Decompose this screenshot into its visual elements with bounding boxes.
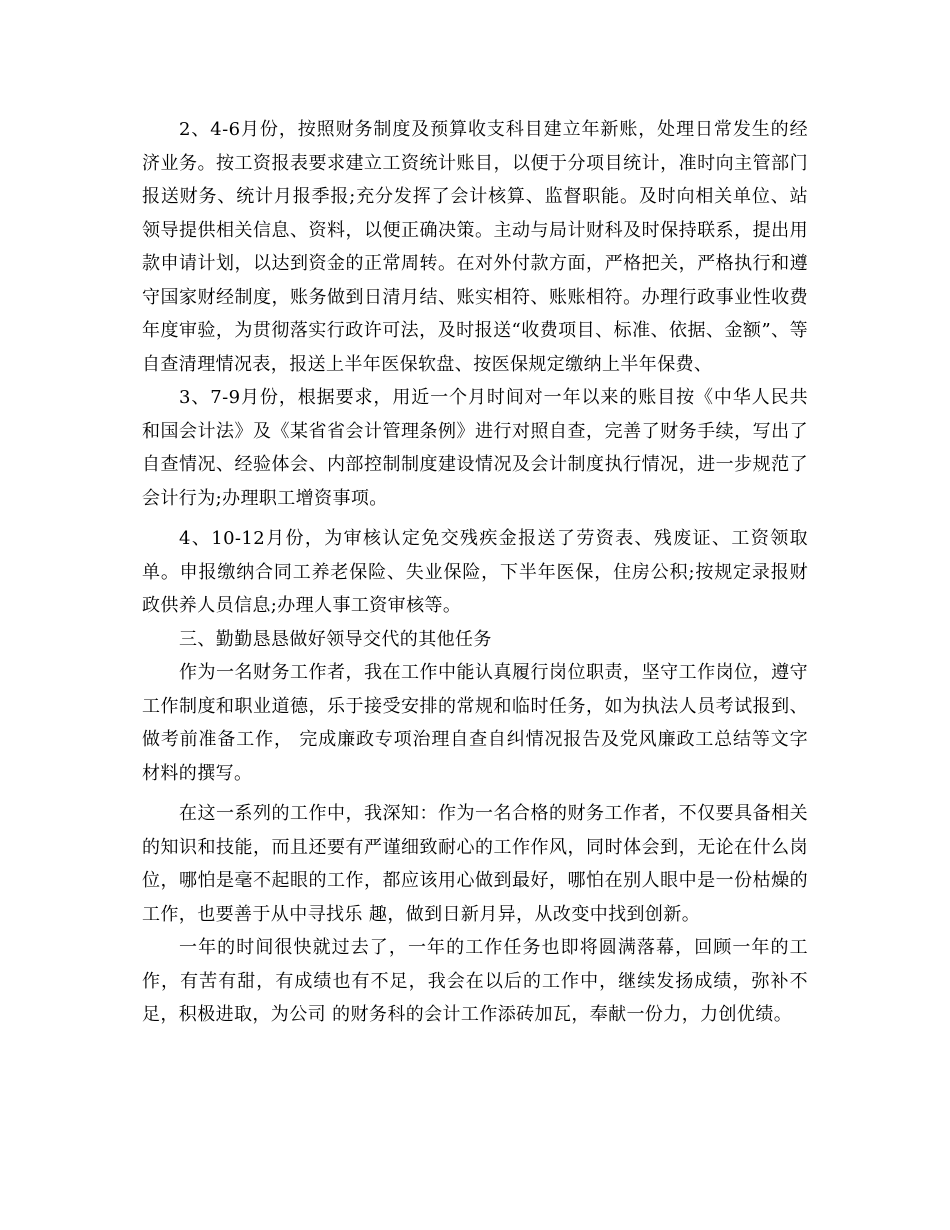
paragraph-reflection: 在这一系列的工作中，我深知：作为一名合格的财务工作者，不仅要具备相关的知识和技能，而且还要有严谨细致耐心的工作作风，同时体会到，无论在什么岗位，哪怕是毫不起眼的工作，都应该用心做到最好，哪怕在别人眼中是一份枯燥的工作，也要善于从中寻找乐 趣，做到日新月异，从改变中找到创新。 [142, 803, 808, 925]
section-heading-other-tasks: 三、勤勤恳恳做好领导交代的其他任务 [179, 628, 492, 650]
paragraph-q3-audit: 3、7-9月份，根据要求，用近一个月时间对一年以来的账目按《中华人民共和国会计法》及《某省省会计管理条例》进行对照自查，完善了财务手续，写出了自查情况、经验体会、内部控制制度建设情况及会计制度执行情况，进一步规范了会计行为;办理职工增资事项。 [142, 387, 808, 509]
paragraph-conclusion: 一年的时间很快就过去了，一年的工作任务也即将圆满落幕，回顾一年的工作，有苦有甜，有成绩也有不足，我会在以后的工作中，继续发扬成绩，弥补不足，积极进取，为公司 的财务科的会计工作添砖加瓦，奉献一份力，力创优绩。 [142, 937, 808, 1025]
paragraph-q2-finance: 2、4-6月份，按照财务制度及预算收支科目建立年新账，处理日常发生的经济业务。按工资报表要求建立工资统计账目，以便于分项目统计，准时向主管部门报送财务、统计月报季报;充分发挥了会计核算、监督职能。及时向相关单位、站领导提供相关信息、资料，以便正确决策。主动与局计财科及时保持联系，提出用款申请计划，以达到资金的正常周转。在对外付款方面，严格把关，严格执行和遵守国家财经制度，账务做到日清月结、账实相符、账账相符。办理行政事业性收费年度审验，为贯彻落实行政许可法，及时报送“收费项目、标准、依据、金额”、等自查清理情况表，报送上半年医保软盘、按医保规定缴纳上半年保费、 [142, 119, 808, 375]
document-body [142, 113, 808, 1032]
paragraph-q4-reports: 4、10-12月份，为审核认定免交残疾金报送了劳资表、残废证、工资领取单。申报缴纳合同工养老保险、失业保险，下半年医保，住房公积;按规定录报财政供养人员信息;办理人事工资审核等。 [142, 528, 808, 616]
paragraph-duties: 作为一名财务工作者，我在工作中能认真履行岗位职责，坚守工作岗位，遵守工作制度和职业道德，乐于接受安排的常规和临时任务，如为执法人员考试报到、做考前准备工作， 完成廉政专项治理自查自纠情况报告及党风廉政工总结等文字材料的撰写。 [142, 662, 808, 784]
